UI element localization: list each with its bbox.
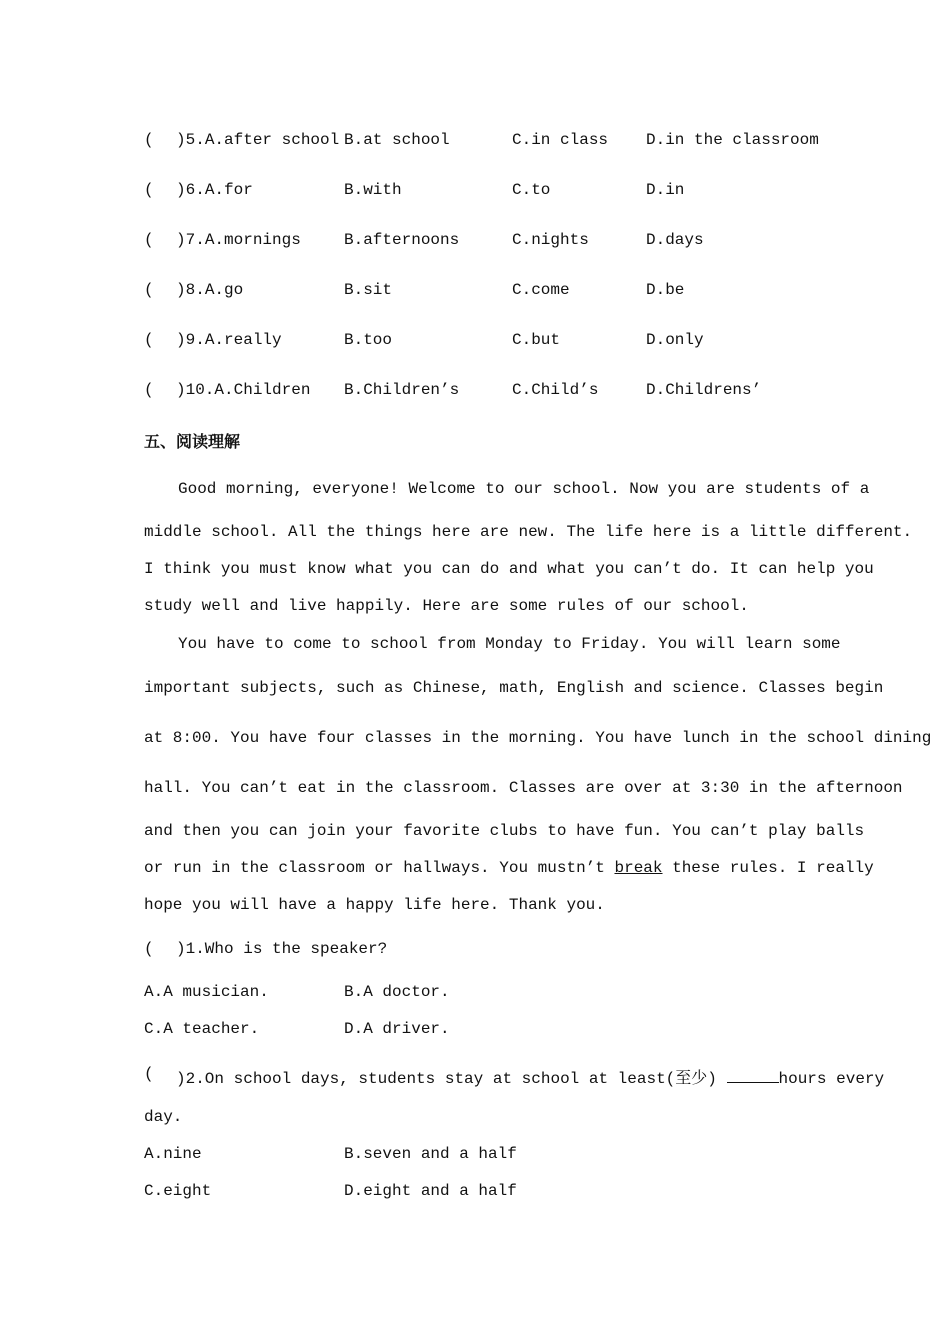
item-number: )6.A.for [176,181,253,199]
option-c: C.eight [144,1182,212,1200]
item-number: )5.A.after school [176,131,340,149]
passage-line: hope you will have a happy life here. Thank you. [144,896,605,914]
option-d: D.Childrens’ [646,381,762,399]
option-c: C.in class [512,131,609,149]
option-b: B.at school [344,131,450,149]
option-c: C.but [512,331,561,349]
option-b: B.A doctor. [344,983,450,1001]
option-a: A.A musician. [144,983,269,1001]
option-b: B.afternoons [344,231,460,249]
answer-paren[interactable]: ( [144,381,154,399]
item-number: )10.A.Children [176,381,311,399]
passage-line: and then you can join your favorite clubs to have fun. You can’t play balls [144,822,865,840]
option-d: D.days [646,231,704,249]
option-a: A.nine [144,1145,202,1163]
passage-line: or run in the classroom or hallways. You mustn’t break these rules. I really [144,859,874,877]
answer-paren[interactable]: ( [144,281,154,299]
answer-paren[interactable]: ( [144,131,154,149]
option-d: D.A driver. [344,1020,450,1038]
passage-line: middle school. All the things here are new. The life here is a little different. [144,523,913,541]
question-stem: )2.On school days, students stay at school at least(至少) hours every [176,1070,885,1088]
passage-line: I think you must know what you can do and what you can’t do. It can help you [144,560,874,578]
option-c: C.Child’s [512,381,599,399]
option-d: D.be [646,281,685,299]
option-b: B.with [344,181,402,199]
passage-line: hall. You can’t eat in the classroom. Classes are over at 3:30 in the afternoon [144,779,903,797]
item-number: )7.A.mornings [176,231,301,249]
option-b: B.Children’s [344,381,460,399]
answer-paren[interactable]: ( [144,1065,154,1083]
passage-line: Good morning, everyone! Welcome to our school. Now you are students of a [178,480,870,498]
answer-paren[interactable]: ( [144,940,154,958]
question-stem: )1.Who is the speaker? [176,940,388,958]
item-number: )8.A.go [176,281,244,299]
option-c: C.A teacher. [144,1020,260,1038]
option-d: D.eight and a half [344,1182,517,1200]
option-d: D.in the classroom [646,131,819,149]
section-heading: 五、阅读理解 [144,432,241,451]
question-stem-continued: day. [144,1108,183,1126]
answer-paren[interactable]: ( [144,231,154,249]
answer-paren[interactable]: ( [144,331,154,349]
passage-line: important subjects, such as Chinese, math, English and science. Classes begin [144,679,884,697]
option-b: B.too [344,331,393,349]
passage-line: at 8:00. You have four classes in the morning. You have lunch in the school dining [144,729,932,747]
option-c: C.to [512,181,551,199]
answer-blank[interactable] [727,1068,779,1083]
passage-line: study well and live happily. Here are some rules of our school. [144,597,749,615]
option-c: C.nights [512,231,589,249]
option-b: B.seven and a half [344,1145,517,1163]
option-c: C.come [512,281,570,299]
item-number: )9.A.really [176,331,282,349]
passage-line: You have to come to school from Monday to Friday. You will learn some [178,635,841,653]
option-d: D.only [646,331,704,349]
answer-paren[interactable]: ( [144,181,154,199]
underlined-word: break [614,859,663,877]
option-b: B.sit [344,281,393,299]
option-d: D.in [646,181,685,199]
